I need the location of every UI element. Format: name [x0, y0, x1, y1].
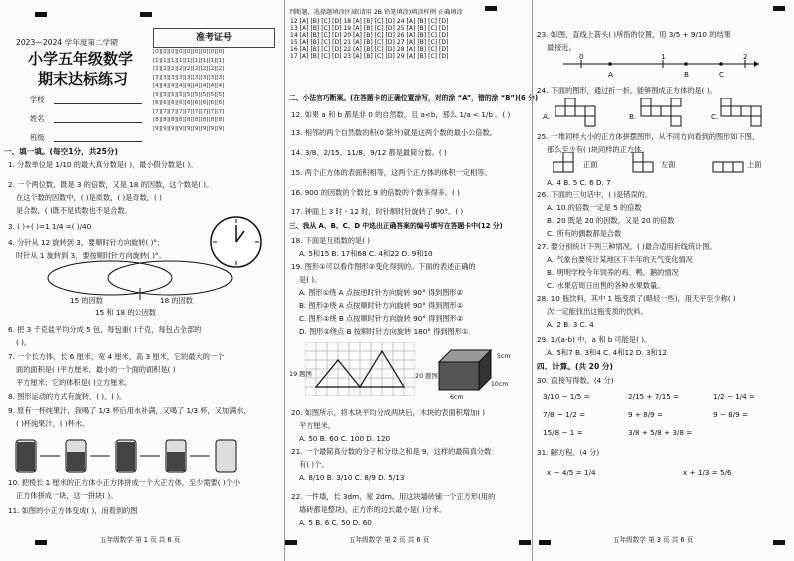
- answer-cell[interactable]: [B]: [363, 18, 373, 25]
- nl-c: C: [719, 70, 725, 79]
- dim-6cm: 6cm: [450, 394, 464, 401]
- q28-options: A. 2 B. 3 C. 4: [547, 320, 594, 329]
- answer-cell[interactable]: [C]: [374, 32, 384, 39]
- answer-cell[interactable]: [D]: [439, 39, 449, 46]
- q7-line1: 7. 一个长方体，长 6 厘米，宽 4 厘米，高 3 厘米，它的最大的一个: [8, 352, 225, 361]
- answer-cell: 18: [343, 18, 352, 25]
- answer-cell: 22: [343, 46, 352, 53]
- q27: 27. 要分别统计下列三种情况，( )最合适用折线统计图。: [537, 242, 717, 251]
- q4-line2: 时针从 1 旋转到 3，要按顺时针方向旋转( )°。: [16, 251, 166, 260]
- answer-cell[interactable]: [A]: [299, 39, 309, 46]
- answer-cell[interactable]: [B]: [417, 39, 427, 46]
- exam-title-1: 小学五年级数学: [28, 50, 134, 68]
- answer-cell[interactable]: [C]: [428, 32, 437, 39]
- answer-cell[interactable]: [D]: [385, 25, 395, 32]
- answer-cell[interactable]: [A]: [299, 32, 309, 39]
- answer-cell[interactable]: [A]: [299, 53, 309, 60]
- q24: 24. 下面的图形，通过折一折，能够围成正方体的是( )。: [537, 86, 717, 95]
- q26-option-a: A. 10 的倍数一定是 5 的倍数: [547, 203, 642, 212]
- answer-cell[interactable]: [A]: [353, 39, 362, 46]
- q9-line1: 9. 原有一杯纯果汁，我喝了 1/3 杯后用水补满，又喝了 1/3 杯，又加满水，: [8, 406, 251, 415]
- venn-label-15: 15 的因数: [70, 296, 103, 305]
- calc-7: 15/8 − 1 =: [543, 428, 583, 437]
- q29: 29. 1/(a-b) 中，a 和 b 可能是( )。: [537, 335, 652, 344]
- calc-2: 2/15 + 7/15 =: [628, 392, 680, 401]
- dim-5cm: 5cm: [497, 353, 511, 360]
- name-field[interactable]: [54, 122, 142, 123]
- answer-cell[interactable]: [D]: [439, 53, 449, 60]
- calc-4: 7/8 − 1/2 =: [543, 410, 586, 419]
- fig-20-caption: 20 题图: [415, 372, 438, 380]
- calc-5: 9 + 8/9 =: [628, 410, 664, 419]
- answer-row: [289, 25, 449, 32]
- q14: 14. 3/8、2/15、11/8、9/12 都是最简分数。( ): [291, 148, 447, 157]
- answer-cell[interactable]: [C]: [428, 39, 437, 46]
- answer-cell[interactable]: [C]: [374, 39, 384, 46]
- answer-cell: 15: [290, 39, 298, 46]
- answer-cell[interactable]: [A]: [406, 18, 416, 25]
- q11: 11. 如图的小正方体变成( )，而看到的图: [8, 506, 138, 515]
- q26-option-b: B. 20 既是 20 的因数，又是 20 的倍数: [547, 216, 675, 225]
- answer-cell[interactable]: [D]: [385, 32, 395, 39]
- q19-option-d: D. 图形②绕点 B 按顺时针方向旋转 180° 得到图形①: [299, 327, 469, 336]
- answer-cell[interactable]: [C]: [321, 53, 331, 60]
- answer-cell[interactable]: [A]: [406, 39, 416, 46]
- answer-cell[interactable]: [B]: [363, 25, 373, 32]
- view-left: 左面: [661, 160, 676, 169]
- q22-options: A. 5 B. 6 C. 50 D. 60: [299, 518, 372, 527]
- q26: 26. 下面的三句话中，( )是错误的。: [537, 190, 653, 199]
- answer-cell[interactable]: [B]: [310, 18, 320, 25]
- registration-mark: [773, 540, 785, 545]
- venn-diagram: [40, 258, 240, 300]
- answer-cell: 17: [290, 53, 298, 60]
- answer-cell[interactable]: [D]: [332, 25, 342, 32]
- q30: 30. 直接写得数。(4 分): [537, 376, 614, 385]
- q4-line1: 4. 分针从 12 旋转到 3，要顺时针方向旋转( )°；: [8, 238, 165, 247]
- q19-line2: 是( )。: [299, 275, 322, 284]
- footer-page-3: 五年级数学 第 3 页 共 6 页: [613, 536, 694, 544]
- answer-cell[interactable]: [A]: [406, 53, 416, 60]
- q29-options: A. 5和7 B. 3和4 C. 4和12 D. 3和12: [547, 348, 667, 357]
- registration-mark: [773, 6, 785, 11]
- answer-cell[interactable]: [D]: [439, 25, 449, 32]
- calc-6: 9 − 8/9 =: [713, 410, 749, 419]
- answer-cell[interactable]: [B]: [417, 53, 427, 60]
- registration-mark: [485, 6, 497, 11]
- q25-options: A. 4 B. 5 C. 6 D. 7: [547, 178, 611, 187]
- q22-line1: 22. 一件墙，长 3dm，宽 2dm。用这块墙砖铺一个正方形(用的: [291, 492, 496, 501]
- q28-line1: 28. 10 瓶饮料，其中 1 瓶变质了(略轻一些)，用天平至少称( ): [537, 294, 736, 303]
- q19-option-b: B. 图形②绕 A 点按顺时针方向旋转 90° 得到图形①: [299, 301, 464, 310]
- answer-cell[interactable]: [D]: [385, 18, 395, 25]
- q20-options: A. 50 B. 60 C. 100 D. 120: [299, 434, 391, 443]
- answer-cell[interactable]: [B]: [310, 25, 320, 32]
- q17: 17. 钟面上 3 时 - 12 时，时针顺时针旋转了 90°。( ): [291, 207, 464, 216]
- answer-cell[interactable]: [C]: [321, 32, 331, 39]
- q9-line2: ( )杯纯果汁，( )杯水。: [16, 419, 90, 428]
- answer-cell[interactable]: [B]: [310, 39, 320, 46]
- label-school: 学校: [30, 95, 45, 104]
- answer-cell[interactable]: [D]: [385, 53, 395, 60]
- q16: 16. 900 的因数的个数比 9 的倍数的个数多得多。( ): [291, 188, 460, 197]
- q7-line3: 平方厘米；它的体积是( )立方厘米。: [16, 378, 132, 387]
- answer-cell: 27: [396, 39, 405, 46]
- q15: 15. 两个正方体的表面积相等，这两个正方体的体积一定相等。: [291, 168, 492, 177]
- registration-mark: [285, 540, 297, 545]
- section-3-title: 三、我从 A、B、C、D 中选出正确答案的编号填写在答题卡中(12 分): [289, 222, 503, 230]
- page-3: [532, 0, 794, 561]
- answer-row: [289, 32, 449, 39]
- registration-mark: [35, 540, 47, 545]
- q31: 31. 解方程。(4 分): [537, 448, 600, 457]
- q2-line3: 是合数，( )既不是质数也不是合数。: [16, 206, 132, 215]
- answer-cell[interactable]: [C]: [374, 18, 384, 25]
- answer-cell[interactable]: [B]: [310, 32, 320, 39]
- view-top: 上面: [747, 160, 762, 169]
- answer-cell[interactable]: [C]: [374, 25, 384, 32]
- footer-page-2: 五年级数学 第 2 页 共 6 页: [349, 536, 430, 544]
- section-4-title: 四、计算。(共 20 分): [537, 362, 613, 371]
- q7-line2: 面的面积是( )平方厘米，最小的一个面的面积是( ): [16, 365, 176, 374]
- q19-option-c: C. 图形①绕 B 点按顺时针方向旋转 90° 得到图形②: [299, 314, 464, 323]
- view-front: 正面: [583, 160, 598, 169]
- grid-rotation-figure: [305, 342, 415, 396]
- q6-line2: ( )。: [16, 338, 32, 347]
- exam-number-bubbles[interactable]: [0][0][0][0][0][0][0][0][0] [1][1][1][1][1][1][1][1][1] [2][2][2][2][2][2][2][2][2] [3][3][3][3][3][3][3][3][3] [4][4][4][4][4][4][4][4][4] [5][5][5][5][5][5][5][5][5] [6][6][6][6][6][6][6][6][6] [7][7][7][7][7][7][7][7][7] [8][8][8][8][8][8][8][8][8] [9][9][9][9][9][9][9][9][9]: [153, 49, 225, 132]
- answer-cell[interactable]: [B]: [363, 46, 373, 53]
- answer-row: [289, 53, 449, 60]
- q24-option-b: B.: [629, 112, 637, 121]
- answer-cell[interactable]: [D]: [332, 46, 342, 53]
- answer-cell[interactable]: [A]: [353, 25, 362, 32]
- nl-b: B: [684, 70, 689, 79]
- answer-cell[interactable]: [B]: [363, 53, 373, 60]
- section-2-title: 二、小法官巧断案。(在答题卡的正确位置涂写，对的涂 “A”，错的涂 “B”)(6 分): [289, 94, 539, 102]
- answer-cell[interactable]: [A]: [406, 46, 416, 53]
- answer-cell[interactable]: [A]: [299, 18, 309, 25]
- answer-cell[interactable]: [C]: [428, 25, 437, 32]
- answer-cell[interactable]: [B]: [417, 32, 427, 39]
- answer-cell[interactable]: [B]: [363, 39, 373, 46]
- footer-page-1: 五年级数学 第 1 页 共 6 页: [100, 536, 181, 544]
- answer-cell[interactable]: [C]: [374, 53, 384, 60]
- venn-label-common: 15 和 18 的公因数: [95, 308, 157, 317]
- registration-mark: [539, 540, 551, 545]
- answer-cell[interactable]: [C]: [428, 18, 437, 25]
- class-field[interactable]: [54, 141, 142, 142]
- q20-line1: 20. 如图所示，将木块平均分成两块后，木块的表面积增加( ): [291, 408, 486, 417]
- q2-line1: 2. 一个两位数，既是 3 的倍数，又是 18 的因数，这个数是( )。: [8, 180, 214, 189]
- q20-line2: 平方厘米。: [299, 421, 335, 430]
- calc-1: 3/10 − 1/5 =: [543, 392, 590, 401]
- answer-cell[interactable]: [D]: [385, 46, 395, 53]
- answer-row: [289, 18, 449, 25]
- dim-10cm: 10cm: [491, 381, 509, 388]
- nl-a: A: [608, 70, 613, 79]
- answer-bubble-grid[interactable]: [289, 18, 449, 60]
- answer-cell: 25: [396, 25, 405, 32]
- answer-cell[interactable]: [C]: [428, 53, 437, 60]
- answer-cell[interactable]: [A]: [353, 53, 362, 60]
- answer-cell[interactable]: [A]: [406, 32, 416, 39]
- school-year: 2023—2024 学年度第二学期: [16, 38, 118, 47]
- answer-cell[interactable]: [B]: [417, 25, 427, 32]
- answer-cell: 12: [290, 18, 298, 25]
- answer-cell: 14: [290, 32, 298, 39]
- q24-option-a: A.: [543, 112, 551, 121]
- q27-option-c: C. 水果店周日出售的各种水果数量。: [547, 281, 665, 290]
- answer-cell: 19: [343, 25, 352, 32]
- nl-0: 0: [579, 52, 584, 61]
- q21-line1: 21. 一个最简真分数的分子和分母之和是 9，这样的最简真分数: [291, 447, 492, 456]
- answer-cell[interactable]: [B]: [417, 46, 427, 53]
- answer-cell[interactable]: [D]: [439, 46, 449, 53]
- q22-line2: 墙砖都是整块)，正方形的边长最小是( )分米。: [299, 505, 447, 514]
- q6-line1: 6. 把 3 千克盐平均分成 5 包，每包重( )千克，每包占全部的: [8, 325, 202, 334]
- answer-cell[interactable]: [D]: [332, 53, 342, 60]
- q26-option-c: C. 所有的偶数都是合数: [547, 229, 622, 238]
- venn-label-18: 18 的因数: [160, 296, 193, 305]
- answer-cell[interactable]: [B]: [310, 46, 320, 53]
- q23-line2: 最接近。: [547, 43, 576, 52]
- page-1: [0, 0, 282, 561]
- q25-line2: 那么至少有( )块同样的正方体。: [547, 145, 649, 154]
- registration-mark: [35, 12, 47, 17]
- q13: 13. 相邻的两个自然数的积(0 除外)就是这两个数的最小公倍数。: [291, 128, 497, 137]
- q18: 18. 下面是互质数的是( ): [291, 236, 371, 245]
- calc-8: 3/8 + 5/8 + 3/8 =: [628, 428, 693, 437]
- answer-cell[interactable]: [A]: [353, 18, 362, 25]
- answer-cell[interactable]: [C]: [428, 46, 437, 53]
- registration-mark: [140, 12, 152, 17]
- nl-2: 2: [743, 52, 748, 61]
- q1: 1. 分数单位是 1/10 的最大真分数是( )，最小假分数是( )。: [8, 160, 198, 169]
- cube-nets: [555, 98, 794, 130]
- answer-cell[interactable]: [A]: [353, 32, 362, 39]
- calc-3: 1/2 − 1/4 =: [713, 392, 756, 401]
- fig-19-caption: 19 题图: [289, 370, 312, 378]
- answer-cell[interactable]: [B]: [363, 32, 373, 39]
- q19-line1: 19. 图形①可以看作图形②变化得到的。下面的表述正确的: [291, 262, 476, 271]
- q21-line2: 有( )个。: [299, 460, 329, 469]
- q18-options: A. 5和15 B. 17和68 C. 4和22 D. 9和10: [299, 249, 433, 258]
- page-2: [284, 0, 539, 561]
- q28-line2: 次一定能找出这瓶变质的饮料。: [547, 307, 648, 316]
- answer-row: [289, 46, 449, 53]
- section-1-title: 一、填一填。(每空1分，共25分): [4, 147, 118, 156]
- q2-line2: 在这个数的因数中，( )是质数，( )是奇数，( ): [16, 193, 162, 202]
- q27-option-b: B. 明明学校今年饲养的鸡、鸭、鹅的情况: [547, 268, 679, 277]
- answer-cell[interactable]: [C]: [374, 46, 384, 53]
- registration-mark: [519, 540, 531, 545]
- juice-cups-illustration: [12, 434, 272, 476]
- exam-number-header: 准考证号: [153, 28, 275, 48]
- block-figure: [435, 346, 495, 394]
- answer-cell[interactable]: [D]: [439, 32, 449, 39]
- answer-cell: 24: [396, 18, 405, 25]
- answer-cell[interactable]: [A]: [406, 25, 416, 32]
- exam-title-2: 期末达标练习: [38, 70, 129, 88]
- answer-cell: 23: [343, 53, 352, 60]
- q10-line1: 10. 把棱长 1 厘米的正方体小正方体拼成一个大正方体，至少需要( )个小: [8, 478, 241, 487]
- q3: 3. ( )÷( )=1 1/4 =( )/40: [8, 222, 92, 231]
- answer-cell[interactable]: [A]: [299, 25, 309, 32]
- q21-options: A. 8/10 B. 3/10 C. 8/9 D. 5/13: [299, 473, 405, 482]
- answer-cell[interactable]: [C]: [321, 18, 331, 25]
- answer-cell: 28: [396, 46, 405, 53]
- answer-cell[interactable]: [B]: [417, 18, 427, 25]
- q12: 12. 如果 a 和 b 都是非 0 的自然数，且 a<b，那么 1/a < 1/b 。( ): [291, 110, 511, 119]
- q25-line1: 25. 一堆同样大小的正方体拼摆图形，从不同方向看到的图形如下图，: [537, 132, 760, 141]
- answer-cell: 29: [396, 53, 405, 60]
- q24-option-c: C.: [711, 112, 719, 121]
- answer-cell[interactable]: [D]: [439, 18, 449, 25]
- answer-cell[interactable]: [C]: [321, 46, 331, 53]
- equation-1: x − 4/5 = 1/4: [547, 468, 596, 477]
- equation-2: x + 1/3 = 5/6: [683, 468, 732, 477]
- label-class: 班级: [30, 133, 45, 142]
- answer-area-title: 判断题，选择题填涂区域(请用 2B 铅笔填涂)填涂样例 正确填涂: [289, 9, 463, 16]
- answer-cell: 21: [343, 39, 352, 46]
- answer-cell[interactable]: [A]: [353, 46, 362, 53]
- q23-line1: 23. 如图，直线上箭头( )所指的位置，用 3/5 + 9/10 的结果: [537, 30, 731, 39]
- answer-cell[interactable]: [B]: [310, 53, 320, 60]
- answer-cell[interactable]: [D]: [332, 39, 342, 46]
- school-field[interactable]: [54, 103, 142, 104]
- q8: 8. 图形运动的方式有旋转、( )、( )。: [8, 392, 127, 401]
- answer-row: [289, 39, 449, 46]
- label-name: 姓名: [30, 114, 45, 123]
- answer-cell[interactable]: [C]: [321, 39, 331, 46]
- answer-cell[interactable]: [C]: [321, 25, 331, 32]
- answer-cell[interactable]: [A]: [299, 46, 309, 53]
- answer-cell[interactable]: [D]: [332, 18, 342, 25]
- nl-1: 1: [661, 52, 666, 61]
- q10-line2: 正方体拼成一块，这一拼块( )。: [16, 491, 118, 500]
- answer-cell[interactable]: [D]: [385, 39, 395, 46]
- answer-cell: 16: [290, 46, 298, 53]
- q27-option-a: A. 气象台要统计某地区下半年的天气变化情况: [547, 255, 693, 264]
- answer-cell: 20: [343, 32, 352, 39]
- answer-cell[interactable]: [D]: [332, 32, 342, 39]
- answer-cell: 26: [396, 32, 405, 39]
- q19-option-a: A. 图形①绕 A 点按逆时针方向旋转 90° 得到图形②: [299, 288, 464, 297]
- answer-cell: 13: [290, 25, 298, 32]
